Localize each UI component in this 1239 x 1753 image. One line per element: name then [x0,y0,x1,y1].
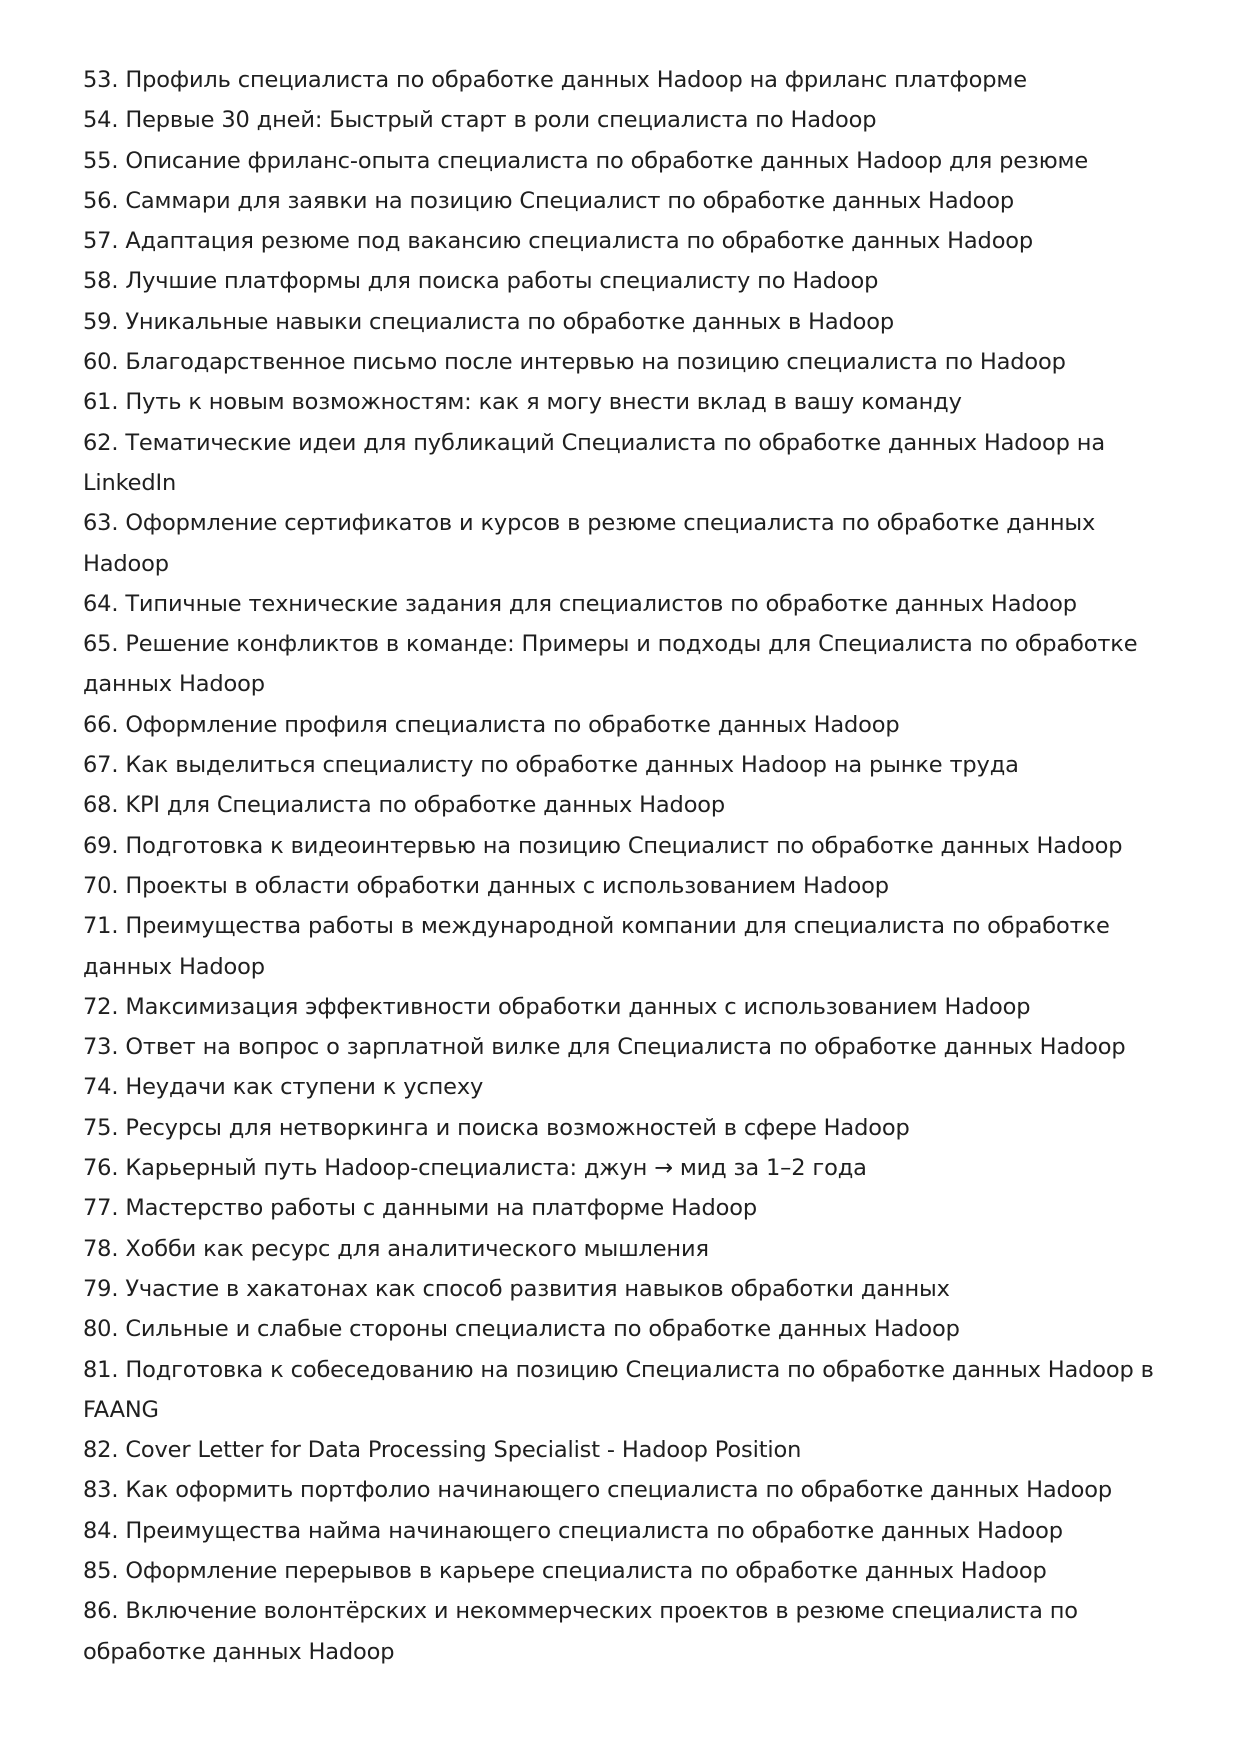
list-item: 85. Оформление перерывов в карьере специалиста по обработке данных Hadoop [83,1557,1047,1584]
numbered-topic-list [83,60,1163,1672]
list-item: 57. Адаптация резюме под вакансию специалиста по обработке данных Hadoop [83,228,1034,255]
list-item: 61. Путь к новым возможностям: как я могу внести вклад в вашу команду [83,389,962,416]
list-item: 73. Ответ на вопрос о зарплатной вилке для Специалиста по обработке данных Hadoop [83,1034,1126,1061]
list-item: 68. KPI для Специалиста по обработке данных Hadoop [83,792,726,819]
list-item: 63. Оформление сертификатов и курсов в резюме специалиста по обработке данных Hadoop [83,510,1096,577]
list-item: 75. Ресурсы для нетворкинга и поиска возможностей в сфере Hadoop [83,1114,910,1141]
list-item: 62. Тематические идеи для публикаций Специалиста по обработке данных Hadoop на LinkedIn [83,429,1105,496]
list-item: 53. Профиль специалиста по обработке данных Hadoop на фриланс платформе [83,67,1027,93]
list-item: 69. Подготовка к видеоинтервью на позицию Специалист по обработке данных Hadoop [83,832,1123,859]
list-item: 65. Решение конфликтов в команде: Примеры и подходы для Специалиста по обработке данных Hadoop [83,631,1138,698]
list-item: 86. Включение волонтёрских и некоммерческих проектов в резюме специалиста по обработке данных Hadoop [83,1598,1078,1665]
list-item: 56. Саммари для заявки на позицию Специалист по обработке данных Hadoop [83,187,1014,214]
list-item: 79. Участие в хакатонах как способ развития навыков обработки данных [83,1275,950,1302]
list-item: 55. Описание фриланс-опыта специалиста по обработке данных Hadoop для резюме [83,147,1089,174]
list-item: 72. Максимизация эффективности обработки данных с использованием Hadoop [83,993,1031,1020]
list-item: 74. Неудачи как ступени к успеху [83,1074,484,1101]
list-item: 81. Подготовка к собеседованию на позицию Специалиста по обработке данных Hadoop в FAANG [83,1356,1154,1423]
list-item: 60. Благодарственное письмо после интервью на позицию специалиста по Hadoop [83,349,1066,376]
list-item: 59. Уникальные навыки специалиста по обработке данных в Hadoop [83,308,895,335]
list-item: 83. Как оформить портфолио начинающего специалиста по обработке данных Hadoop [83,1477,1113,1504]
list-item: 58. Лучшие платформы для поиска работы специалисту по Hadoop [83,268,879,295]
list-item: 82. Cover Letter for Data Processing Specialist - Hadoop Position [83,1437,802,1464]
list-item: 54. Первые 30 дней: Быстрый старт в роли специалиста по Hadoop [83,107,877,134]
list-item: 71. Преимущества работы в международной компании для специалиста по обработке данных Hadoop [83,913,1110,980]
list-item: 67. Как выделиться специалисту по обработке данных Hadoop на рынке труда [83,752,1019,779]
list-item: 78. Хобби как ресурс для аналитического мышления [83,1235,709,1262]
list-item: 84. Преимущества найма начинающего специалиста по обработке данных Hadoop [83,1517,1063,1544]
list-item: 70. Проекты в области обработки данных с использованием Hadoop [83,872,889,899]
list-item: 77. Мастерство работы с данными на платформе Hadoop [83,1195,757,1222]
list-item: 76. Карьерный путь Hadoop-специалиста: джун → мид за 1–2 года [83,1155,867,1182]
list-item: 64. Типичные технические задания для специалистов по обработке данных Hadoop [83,590,1077,617]
list-item: 66. Оформление профиля специалиста по обработке данных Hadoop [83,711,900,738]
list-item: 80. Сильные и слабые стороны специалиста по обработке данных Hadoop [83,1316,960,1343]
